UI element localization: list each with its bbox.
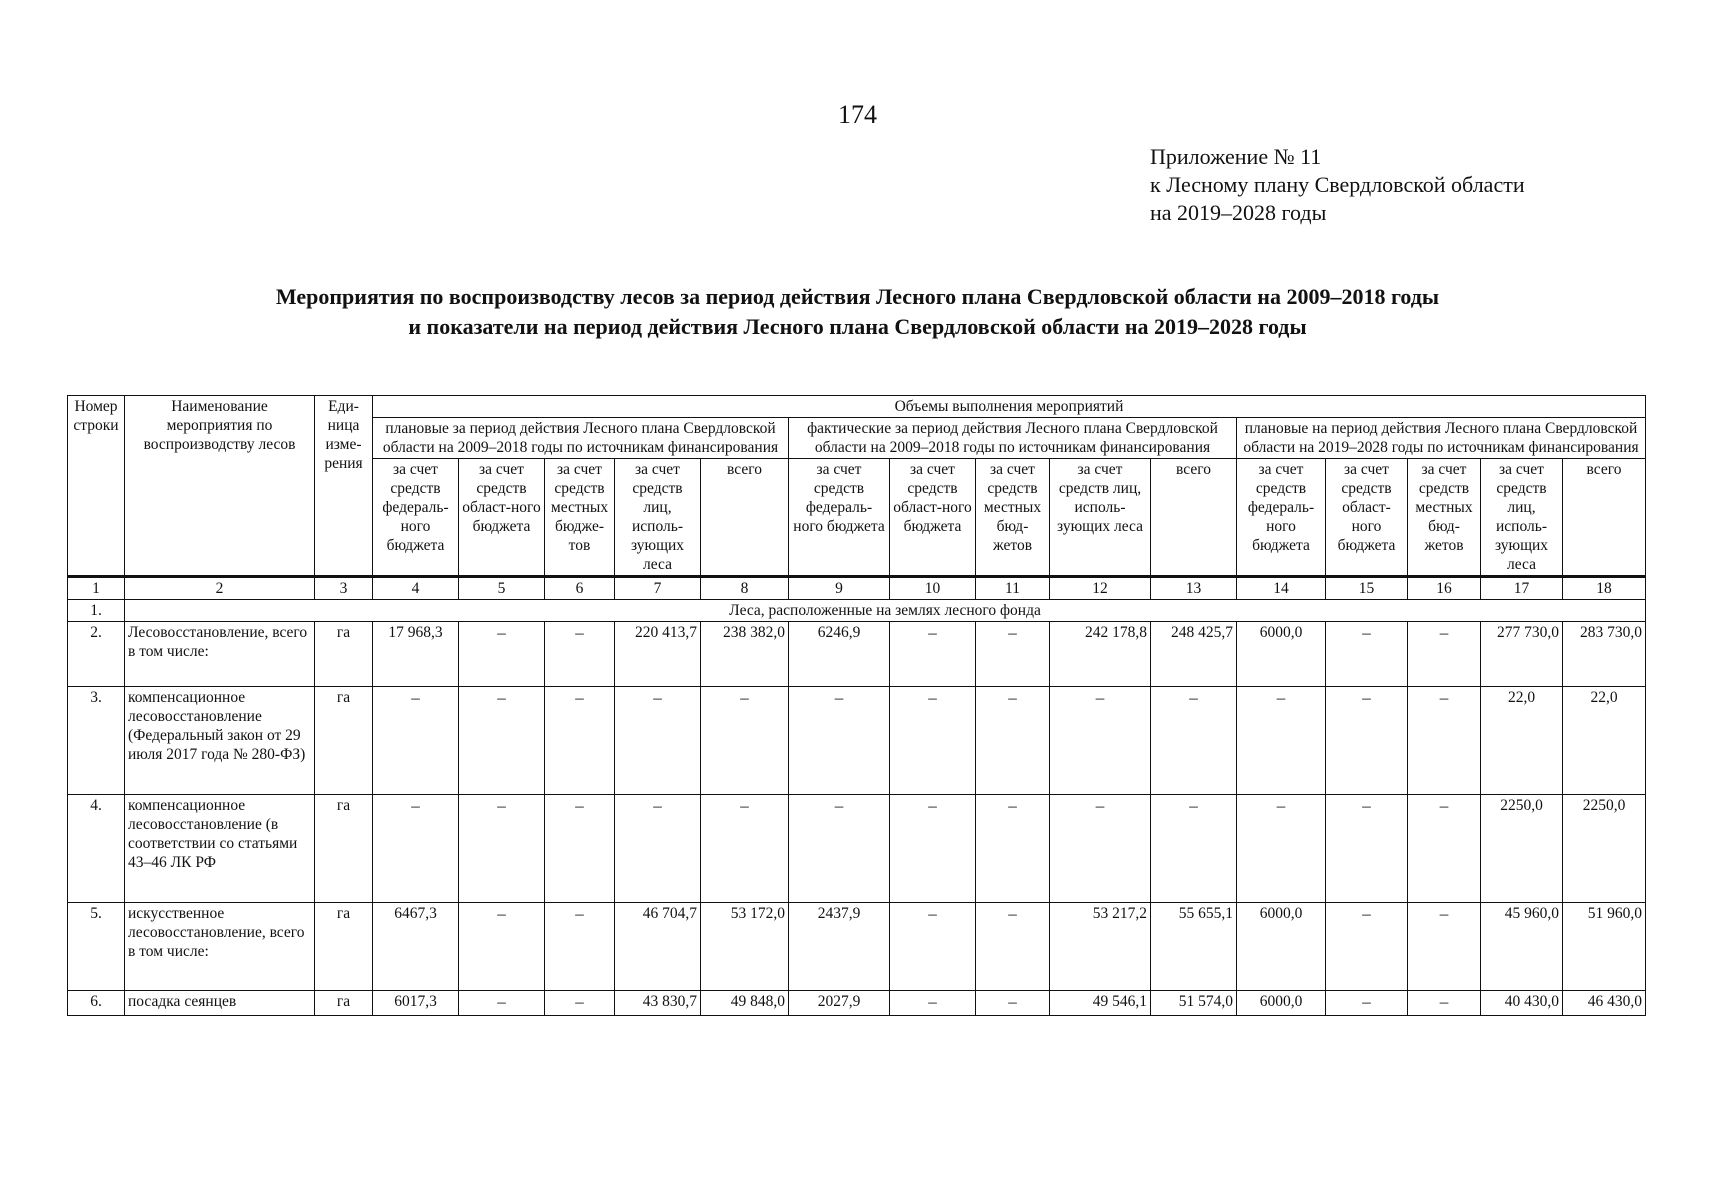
table-cell: – — [890, 622, 976, 687]
table-cell: – — [1326, 622, 1408, 687]
row-number: 3. — [68, 687, 125, 795]
table-cell: – — [1408, 903, 1481, 991]
header-sub: за счет средств местных бюд-жетов — [1408, 459, 1481, 577]
table-cell: 17 968,3 — [373, 622, 459, 687]
table-cell: – — [545, 622, 615, 687]
header-sub: за счет средств местных бюдже-тов — [545, 459, 615, 577]
table-cell: 55 655,1 — [1151, 903, 1237, 991]
column-number: 18 — [1563, 577, 1646, 600]
table-row — [68, 795, 1646, 903]
column-number: 13 — [1151, 577, 1237, 600]
table-cell: – — [976, 991, 1050, 1016]
table-cell: – — [701, 687, 789, 795]
appendix-line: на 2019–2028 годы — [1150, 200, 1327, 225]
table-cell: – — [1326, 991, 1408, 1016]
table-cell: – — [545, 903, 615, 991]
table-cell: – — [373, 687, 459, 795]
header-sub: всего — [701, 459, 789, 577]
table-cell: – — [789, 795, 890, 903]
header-sub: за счет средств федераль-ного бюджета — [373, 459, 459, 577]
column-number: 14 — [1237, 577, 1326, 600]
table-cell: – — [1237, 795, 1326, 903]
row-unit: га — [315, 622, 373, 687]
row-unit: га — [315, 795, 373, 903]
table-cell: 2250,0 — [1481, 795, 1563, 903]
header-sub: за счет средств област-ного бюджета — [890, 459, 976, 577]
row-name: компенсационное лесовосстановление (Федеральный закон от 29 июля 2017 года № 280-ФЗ) — [125, 687, 315, 795]
row-number: 6. — [68, 991, 125, 1016]
appendix-line: Приложение № 11 — [1150, 144, 1322, 169]
table-cell: 49 546,1 — [1050, 991, 1151, 1016]
table-cell: – — [1237, 687, 1326, 795]
table-cell: 2027,9 — [789, 991, 890, 1016]
row-name: Лесовосстановление, всего в том числе: — [125, 622, 315, 687]
table-cell: 43 830,7 — [615, 991, 701, 1016]
table-cell: – — [1408, 622, 1481, 687]
table-cell: 2250,0 — [1563, 795, 1646, 903]
row-name: посадка сеянцев — [125, 991, 315, 1016]
section-label: Леса, расположенные на землях лесного фонда — [125, 600, 1646, 622]
document-title — [0, 282, 1715, 342]
table-cell: 22,0 — [1481, 687, 1563, 795]
table-cell: – — [1151, 687, 1237, 795]
table-row — [68, 903, 1646, 991]
section-number: 1. — [68, 600, 125, 622]
header-group-planned-2009: плановые за период действия Лесного плана Свердловской области на 2009–2018 годы по источникам финансирования — [373, 418, 789, 459]
table-cell: 45 960,0 — [1481, 903, 1563, 991]
table-cell: – — [1408, 687, 1481, 795]
table-cell: – — [1326, 687, 1408, 795]
table-cell: – — [890, 991, 976, 1016]
table-cell: 49 848,0 — [701, 991, 789, 1016]
column-number: 4 — [373, 577, 459, 600]
table-cell: 53 217,2 — [1050, 903, 1151, 991]
header-sub: всего — [1151, 459, 1237, 577]
column-number: 2 — [125, 577, 315, 600]
table-cell: – — [545, 991, 615, 1016]
table-cell: 22,0 — [1563, 687, 1646, 795]
table-row — [68, 687, 1646, 795]
column-number: 16 — [1408, 577, 1481, 600]
column-number: 7 — [615, 577, 701, 600]
table-cell: – — [545, 687, 615, 795]
table-cell: – — [1408, 795, 1481, 903]
section-row — [68, 600, 1646, 622]
table-cell: 6017,3 — [373, 991, 459, 1016]
header-sub: за счет средств област-ного бюджета — [1326, 459, 1408, 577]
header-name: Наименование мероприятия по воспроизводству лесов — [125, 396, 315, 577]
table-cell: – — [976, 795, 1050, 903]
table-cell: 220 413,7 — [615, 622, 701, 687]
column-number: 15 — [1326, 577, 1408, 600]
appendix-note — [1150, 143, 1525, 227]
table-cell: – — [1408, 991, 1481, 1016]
column-number: 8 — [701, 577, 789, 600]
table-cell: – — [459, 795, 545, 903]
table-cell: 46 704,7 — [615, 903, 701, 991]
table-cell: – — [459, 903, 545, 991]
table-cell: – — [701, 795, 789, 903]
table-cell: 46 430,0 — [1563, 991, 1646, 1016]
table-cell: 6000,0 — [1237, 991, 1326, 1016]
header-group-planned-2019: плановые на период действия Лесного плана Свердловской области на 2019–2028 годы по источникам финансирования — [1237, 418, 1646, 459]
table-cell: – — [890, 687, 976, 795]
header-volumes: Объемы выполнения мероприятий — [373, 396, 1646, 418]
table-cell: – — [1151, 795, 1237, 903]
table-cell: – — [1050, 795, 1151, 903]
row-number: 4. — [68, 795, 125, 903]
title-line-2: и показатели на период действия Лесного плана Свердловской области на 2019–2028 годы — [408, 314, 1307, 339]
header-sub: за счет средств лиц, исполь-зующих леса — [1481, 459, 1563, 577]
header-unit: Еди-ница изме-рения — [315, 396, 373, 577]
column-number: 11 — [976, 577, 1050, 600]
row-number: 5. — [68, 903, 125, 991]
header-row-number: Номер строки — [68, 396, 125, 577]
column-number: 5 — [459, 577, 545, 600]
table-cell: – — [459, 687, 545, 795]
column-number-row — [68, 577, 1646, 600]
table-cell: 6467,3 — [373, 903, 459, 991]
header-group-actual-2009: фактические за период действия Лесного плана Свердловской области на 2009–2018 годы по источникам финансирования — [789, 418, 1237, 459]
table-cell: – — [890, 795, 976, 903]
table-cell: 51 574,0 — [1151, 991, 1237, 1016]
table-cell: 53 172,0 — [701, 903, 789, 991]
table-cell: 40 430,0 — [1481, 991, 1563, 1016]
table-cell: – — [789, 687, 890, 795]
row-unit: га — [315, 991, 373, 1016]
header-sub: за счет средств лиц, исполь-зующих леса — [615, 459, 701, 577]
table-cell: – — [545, 795, 615, 903]
table-cell: – — [976, 903, 1050, 991]
row-name: компенсационное лесовосстановление (в соответствии со статьями 43–46 ЛК РФ — [125, 795, 315, 903]
table-cell: – — [615, 687, 701, 795]
table-cell: – — [890, 903, 976, 991]
appendix-line: к Лесному плану Свердловской области — [1150, 172, 1525, 197]
table-cell: – — [459, 991, 545, 1016]
header-sub: за счет средств местных бюд-жетов — [976, 459, 1050, 577]
table-cell: – — [976, 622, 1050, 687]
column-number: 9 — [789, 577, 890, 600]
column-number: 12 — [1050, 577, 1151, 600]
row-unit: га — [315, 687, 373, 795]
reforestation-table — [67, 395, 1646, 1016]
table-cell: – — [1050, 687, 1151, 795]
row-unit: га — [315, 903, 373, 991]
header-sub: за счет средств лиц, исполь-зующих леса — [1050, 459, 1151, 577]
table-cell: – — [976, 687, 1050, 795]
table-cell: 51 960,0 — [1563, 903, 1646, 991]
table-cell: 242 178,8 — [1050, 622, 1151, 687]
table-cell: 6000,0 — [1237, 903, 1326, 991]
column-number: 6 — [545, 577, 615, 600]
title-line-1: Мероприятия по воспроизводству лесов за период действия Лесного плана Свердловской области на 2009–2018 годы — [275, 284, 1440, 309]
table-cell: – — [615, 795, 701, 903]
header-sub: за счет средств федераль-ного бюджета — [1237, 459, 1326, 577]
column-number: 10 — [890, 577, 976, 600]
table-cell: 277 730,0 — [1481, 622, 1563, 687]
table-cell: 6000,0 — [1237, 622, 1326, 687]
table-cell: – — [1326, 795, 1408, 903]
row-number: 2. — [68, 622, 125, 687]
table-row — [68, 991, 1646, 1016]
table-cell: 2437,9 — [789, 903, 890, 991]
table-cell: 238 382,0 — [701, 622, 789, 687]
header-sub: всего — [1563, 459, 1646, 577]
table-cell: 283 730,0 — [1563, 622, 1646, 687]
page-number: 174 — [838, 100, 877, 129]
table-cell: – — [459, 622, 545, 687]
table-cell: 6246,9 — [789, 622, 890, 687]
column-number: 1 — [68, 577, 125, 600]
table-cell: – — [1326, 903, 1408, 991]
column-number: 3 — [315, 577, 373, 600]
table-cell: 248 425,7 — [1151, 622, 1237, 687]
header-sub: за счет средств област-ного бюджета — [459, 459, 545, 577]
table-row — [68, 622, 1646, 687]
row-name: искусственное лесовосстановление, всего в том числе: — [125, 903, 315, 991]
header-sub: за счет средств федераль-ного бюджета — [789, 459, 890, 577]
table-cell: – — [373, 795, 459, 903]
column-number: 17 — [1481, 577, 1563, 600]
